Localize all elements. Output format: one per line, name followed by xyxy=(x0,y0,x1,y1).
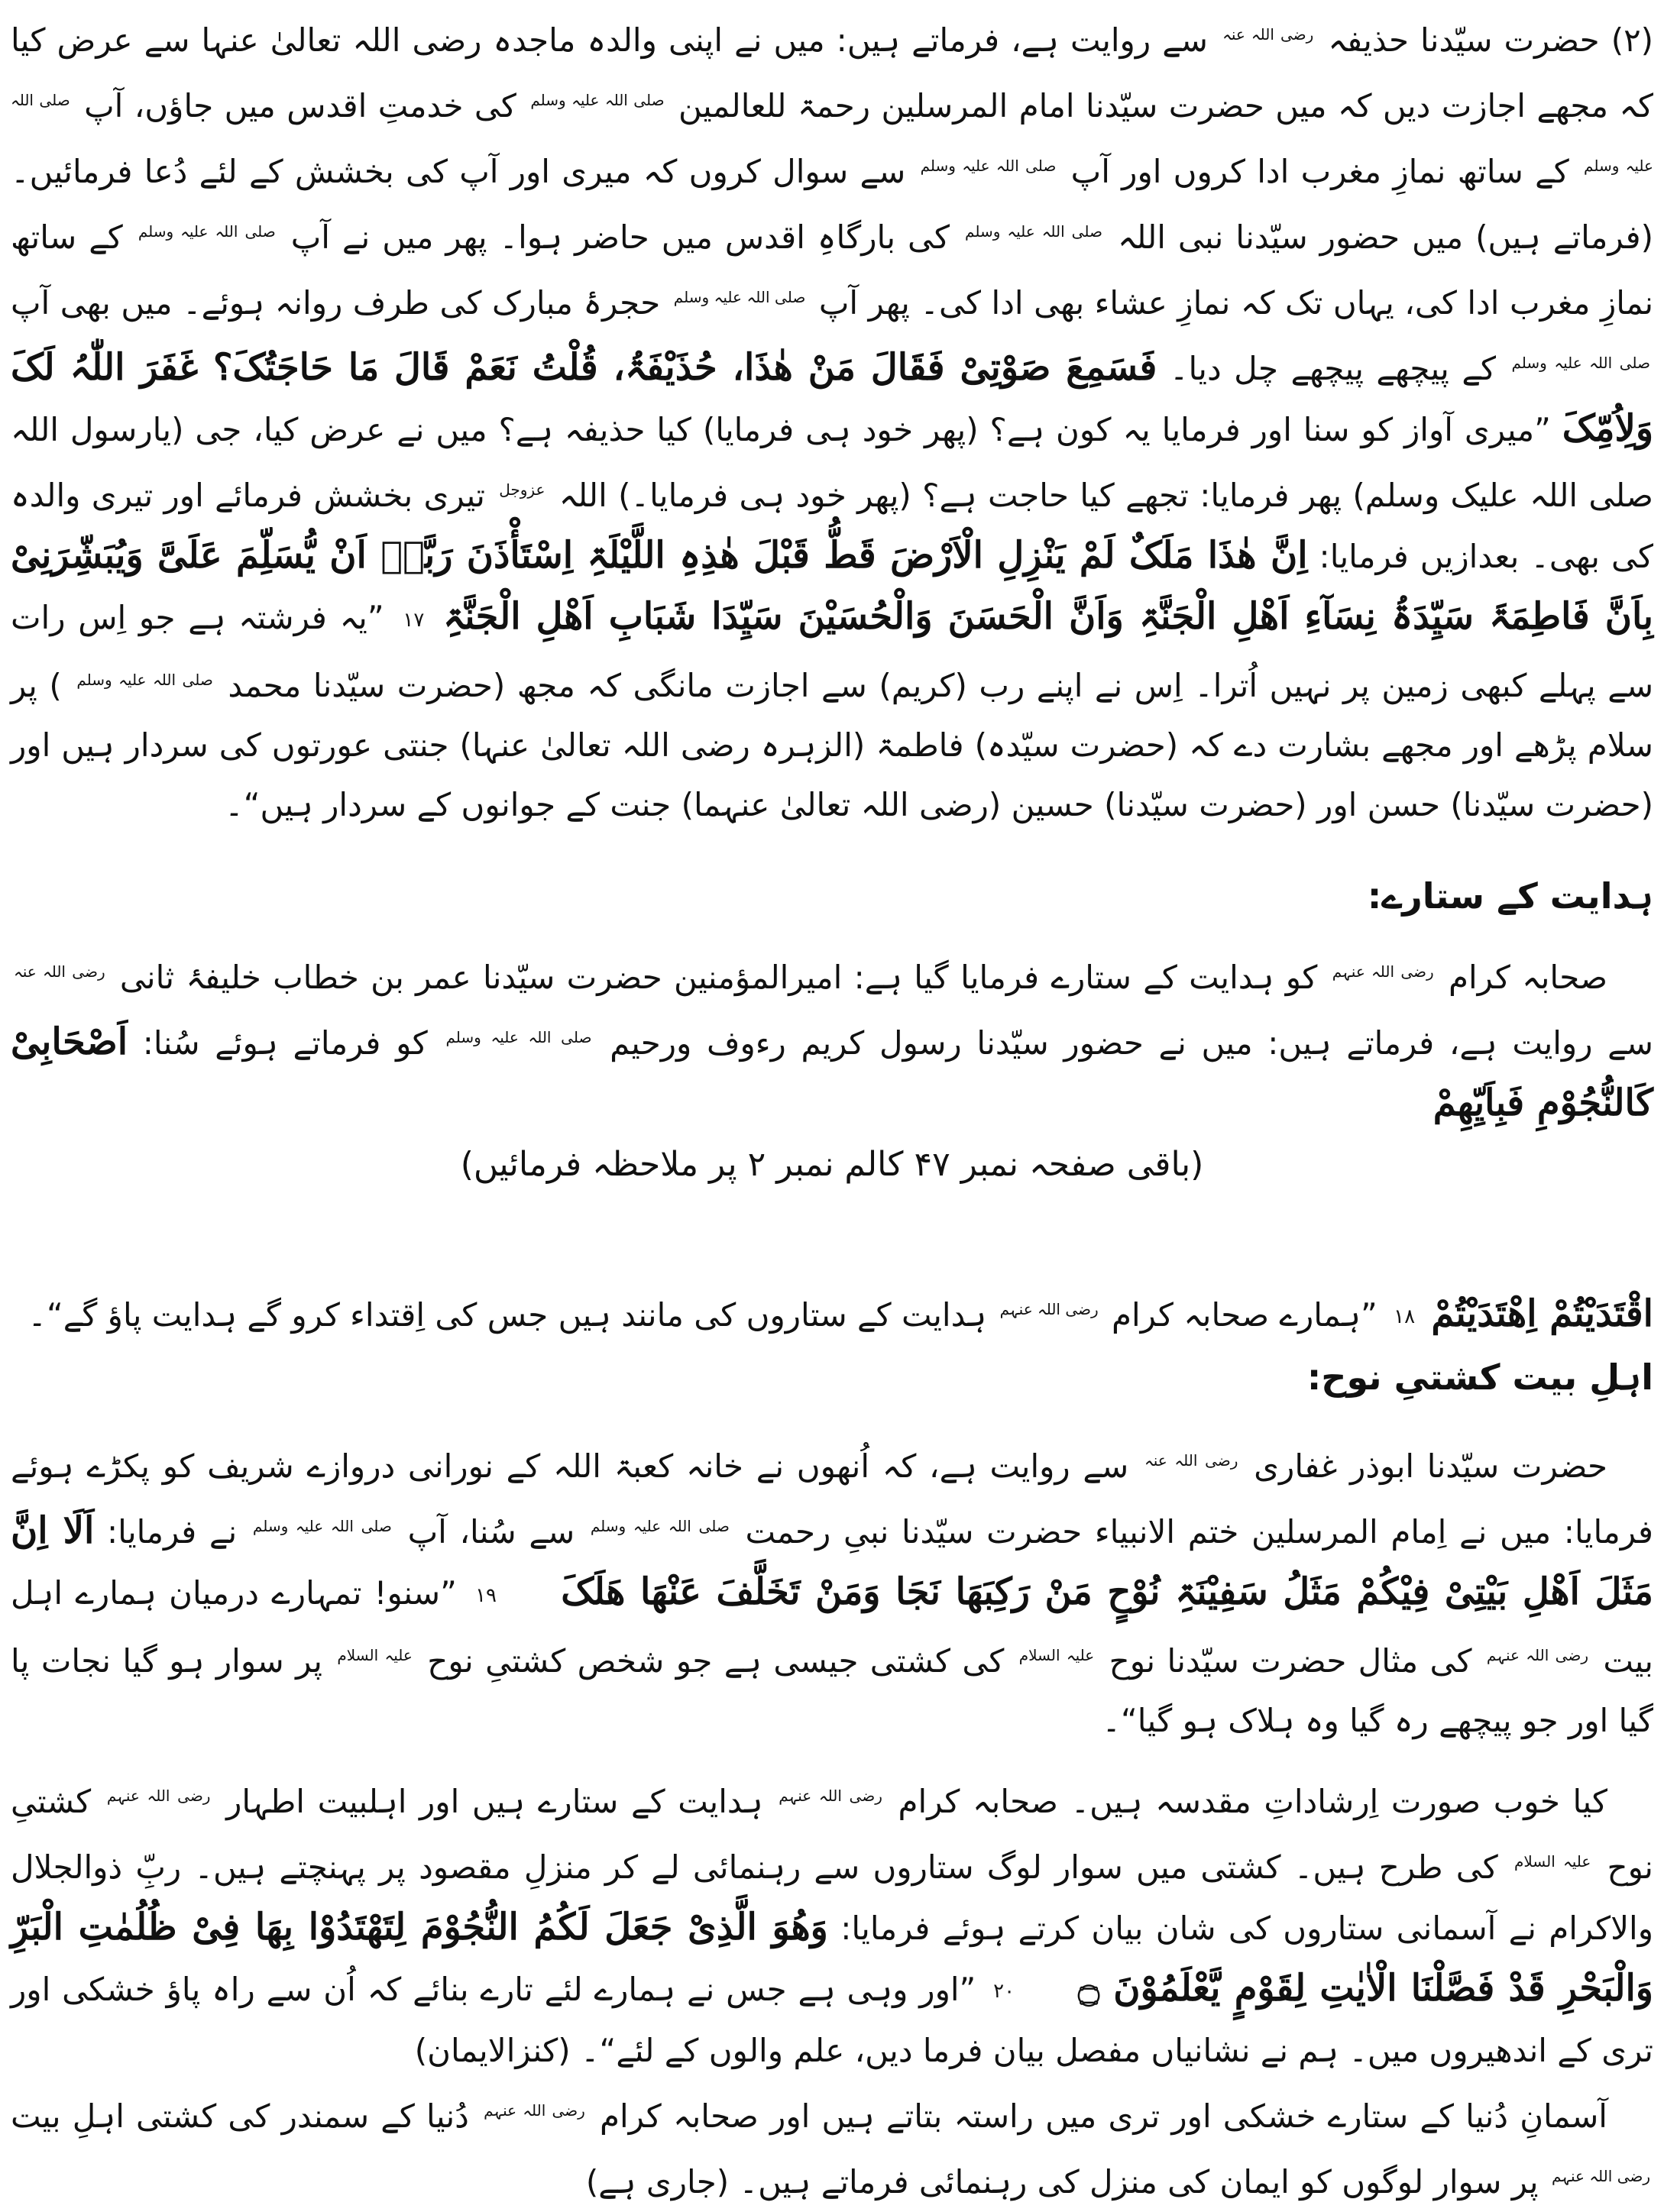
section-heading-hidayat: ہدایت کے ستارے: xyxy=(1367,875,1653,917)
honorific-ra-icon: رضی اللہ عنہ xyxy=(1144,1451,1238,1470)
footnote-marker[interactable]: ۱۸ xyxy=(1394,1305,1416,1328)
honorific-saw-icon: صلی اللہ علیہ وسلم xyxy=(252,1517,392,1535)
continued-on-page-note: (باقی صفحہ نمبر ۴۷ کالم نمبر ۲ پر ملاحظہ فرمائیں) xyxy=(460,1144,1204,1184)
honorific-rahum-icon: رضی اللہ عنہم xyxy=(1486,1645,1588,1664)
honorific-saw-icon: صلی اللہ علیہ وسلم xyxy=(965,222,1102,241)
arabic-quote: اقْتَدَیْتُمْ اِھْتَدَیْتُمْ xyxy=(1431,1292,1653,1335)
honorific-ra-icon: رضی اللہ عنہ xyxy=(14,962,105,981)
arabic-quote: اَصْحَابِیْ کَالنُّجُوْمِ فَبِاَیِّھِمْ xyxy=(11,1020,1653,1124)
honorific-as-icon: علیہ السلام xyxy=(1513,1851,1591,1871)
honorific-rahum-icon: رضی اللہ عنہم xyxy=(1551,2167,1650,2185)
honorific-saw-icon: صلی اللہ علیہ وسلم xyxy=(11,91,1653,175)
honorific-saw-icon: صلی اللہ علیہ وسلم xyxy=(76,670,213,689)
arabic-quote: اِنَّ ھٰذَا مَلَکٌ لَمْ یَنْزِلِ الْاَرْضَ قَطُّ قَبْلَ ھٰذِہِ اللَّیْلَۃِ اِسْتَأْذَنَ رَبَّہٗ اَنْ یُّسَلِّمَ عَلَیَّ وَیُبَشِّرَنِیْ بِاَنَّ فَاطِمَۃَ سَیِّدَۃُ نِسَآءِ اَھْلِ الْجَنَّۃِ وَاَنَّ الْحَسَنَ وَالْحُسَیْنَ سَیِّدَا شَبَابِ اَھْلِ الْجَنَّۃِ xyxy=(11,534,1654,638)
honorific-saw-icon: صلی اللہ علیہ وسلم xyxy=(920,157,1057,175)
arabic-quote: فَسَمِعَ صَوْتِیْ فَقَالَ مَنْ ھٰذَا، حُذَیْفَۃُ، قُلْتُ نَعَمْ قَالَ مَا حَاجَتُکَ؟ غَفَرَ اللّٰہُ لَکَ وَلِاُمِّکَ xyxy=(11,346,1653,450)
honorific-as-icon: علیہ السلام xyxy=(1018,1645,1095,1664)
section-heading-ahlebait: اہلِ بیت کشتیِ نوح: xyxy=(1306,1357,1653,1398)
paragraph-continuation: اقْتَدَیْتُمْ اِھْتَدَیْتُمْ ۱۸ ”ہمارے صحابہ کرام $^{رضی اللہ عنہم}$ ہدایت کے ستاروں کی مانند ہیں جس کی اِقتداء کرو گے ہدایت پاؤ گے“۔ xyxy=(11,1279,1653,1347)
honorific-as-icon: علیہ السلام xyxy=(337,1645,413,1664)
honorific-saw-icon: صلی اللہ علیہ وسلم xyxy=(1511,354,1650,372)
honorific-azz-icon: عزوجل xyxy=(499,480,545,499)
honorific-saw-icon: صلی اللہ علیہ وسلم xyxy=(138,222,276,241)
footnote-marker[interactable]: ۲۰ xyxy=(993,1980,1015,2003)
footnote-marker[interactable]: ۱۷ xyxy=(403,608,425,632)
hadith-paragraph-huzaifa: (۲) حضرت سیّدنا حذیفہ $^{رضی اللہ عنہ}$ سے روایت ہے، فرماتے ہیں: میں نے اپنی والدہ ماجدہ رضی اللہ تعالیٰ عنہا سے عرض کیا کہ مجھے اجازت دیں کہ میں حضرت سیّدنا امام المرسلین رحمۃ للعالمین $^{صلی اللہ علیہ وسلم}$ کی خدمتِ اقدس میں جاؤں، آپ $^{صلی اللہ علیہ وسلم}$ کے ساتھ نمازِ مغرب ادا کروں اور آپ $^{صلی اللہ علیہ وسلم}$ سے سوال کروں کہ میری اور آپ کی بخشش کے لئے دُعا فرمائیں۔ (فرماتے ہیں) میں حضور سیّدنا نبی اللہ $^{صلی اللہ علیہ وسلم}$ کی بارگاہِ اقدس میں حاضر ہوا۔ پھر میں نے آپ $^{صلی اللہ علیہ وسلم}$ کے ساتھ نمازِ مغرب ادا کی، یہاں تک کہ نمازِ عشاء بھی ادا کی۔ پھر آپ $^{صلی اللہ علیہ وسلم}$ حجرۂ مبارک کی طرف روانہ ہوئے۔ میں بھی آپ $^{صلی اللہ علیہ وسلم}$ کے پیچھے پیچھے چل دیا۔ فَسَمِعَ صَوْتِیْ فَقَالَ مَنْ ھٰذَا، حُذَیْفَۃُ، قُلْتُ نَعَمْ قَالَ مَا حَاجَتُکَ؟ غَفَرَ اللّٰہُ لَکَ وَلِاُمِّکَ ”میری آواز کو سنا اور فرمایا یہ کون ہے؟ (پھر خود ہی فرمایا) کیا حذیفہ ہے؟ میں نے عرض کیا، جی (یارسول اللہ صلی اللہ علیک وسلم) پھر فرمایا: تجھے کیا حاجت ہے؟ (پھر خود ہی فرمایا۔) اللہ $^{عزوجل}$ تیری بخشش فرمائے اور تیری والدہ کی بھی۔ بعدازیں فرمایا: اِنَّ ھٰذَا مَلَکٌ لَمْ یَنْزِلِ الْاَرْضَ قَطُّ قَبْلَ ھٰذِہِ اللَّیْلَۃِ اِسْتَأْذَنَ رَبَّہٗ اَنْ یُّسَلِّمَ عَلَیَّ وَیُبَشِّرَنِیْ بِاَنَّ فَاطِمَۃَ سَیِّدَۃُ نِسَآءِ اَھْلِ الْجَنَّۃِ وَاَنَّ الْحَسَنَ وَالْحُسَیْنَ سَیِّدَا شَبَابِ اَھْلِ الْجَنَّۃِ ۱۷ ”یہ فرشتہ ہے جو اِس رات سے پہلے کبھی زمین پر نہیں اُترا۔ اِس نے اپنے رب (کریم) سے اجازت مانگی کہ مجھ (حضرت سیّدنا محمد $^{صلی اللہ علیہ وسلم}$ ) پر سلام پڑھے اور مجھے بشارت دے کہ (حضرت سیّدہ) فاطمۃ (الزہرہ رضی اللہ تعالیٰ عنہا) جنتی عورتوں کی سردار ہیں اور (حضرت سیّدنا) حسن اور (حضرت سیّدنا) حسین (رضی اللہ تعالیٰ عنہما) جنت کے جوانوں کے سردار ہیں“۔ xyxy=(11,21,1654,823)
honorific-saw-icon: صلی اللہ علیہ وسلم xyxy=(673,288,806,306)
honorific-saw-icon: صلی اللہ علیہ وسلم xyxy=(530,91,665,109)
footnote-marker[interactable]: ۱۹ xyxy=(475,1583,497,1607)
paragraph-number: (۲) xyxy=(1611,21,1654,59)
quran-verse: وَھُوَ الَّذِیْ جَعَلَ لَکُمُ النُّجُوْمَ لِتَھْتَدُوْا بِھَا فِیْ ظُلُمٰتِ الْبَرِّ وَالْبَحْرِ قَدْ فَصَّلْنَا الْاٰیٰتِ لِقَوْمٍ یَّعْلَمُوْنَ ۝ xyxy=(11,1905,1653,2010)
arabic-quote: اَلَا اِنَّ مَثَلَ اَھْلِ بَیْتِیْ فِیْکُمْ مَثَلُ سَفِیْنَۃِ نُوْحٍ مَنْ رَکِبَھَا نَجَا وَمَنْ تَخَلَّفَ عَنْھَا ھَلَکَ xyxy=(11,1509,1653,1613)
honorific-saw-icon: صلی اللہ علیہ وسلم xyxy=(445,1027,592,1046)
honorific-rahum-icon: رضی اللہ عنہم xyxy=(999,1299,1099,1318)
honorific-saw-icon: صلی اللہ علیہ وسلم xyxy=(590,1517,730,1535)
paragraph-conclusion: آسمانِ دُنیا کے ستارے خشکی اور تری میں راستہ بتاتے ہیں اور صحابہ کرام $^{رضی اللہ عنہم}$ دُنیا کے سمندر کی کشتی اہلِ بیت $^{رضی اللہ عنہم}$ پر سوار لوگوں کو ایمان کی منزل کی رہنمائی فرماتے ہیں۔ (جاری ہے) xyxy=(11,2097,1650,2201)
to-be-continued-note: (جاری ہے) xyxy=(585,2163,730,2201)
honorific-rahum-icon: رضی اللہ عنہم xyxy=(484,2101,585,2120)
paragraph-commentary: کیا خوب صورت اِرشاداتِ مقدسہ ہیں۔ صحابہ کرام $^{رضی اللہ عنہم}$ ہدایت کے ستارے ہیں اور اہلبیت اطہار $^{رضی اللہ عنہم}$ کشتیِ نوح $^{علیہ السلام}$ کی طرح ہیں۔ کشتی میں سوار لوگ ستاروں سے رہنمائی لے کر منزلِ مقصود پر پہنچتے ہیں۔ ربِّ ذوالجلال والاکرام نے آسمانی ستاروں کی شان بیان کرتے ہوئے فرمایا: وَھُوَ الَّذِیْ جَعَلَ لَکُمُ النُّجُوْمَ لِتَھْتَدُوْا بِھَا فِیْ ظُلُمٰتِ الْبَرِّ وَالْبَحْرِ قَدْ فَصَّلْنَا الْاٰیٰتِ لِقَوْمٍ یَّعْلَمُوْنَ ۝ ۲۰ ”اور وہی ہے جس نے ہمارے لئے تارے بنائے کہ اُن سے راہ پاؤ خشکی اور تری کے اندھیروں میں۔ ہم نے نشانیاں مفصل بیان فرما دیں، علم والوں کے لئے“۔ (کنزالایمان) xyxy=(11,1782,1654,2069)
paragraph-sahaba-stars: صحابہ کرام $^{رضی اللہ عنہم}$ کو ہدایت کے ستارے فرمایا گیا ہے: امیرالمؤمنین حضرت سیّدنا عمر بن خطاب خلیفۂ ثانی $^{رضی اللہ عنہ}$ سے روایت ہے، فرماتے ہیں: میں نے حضور سیّدنا رسول کریم رءوف ورحیم $^{صلی اللہ علیہ وسلم}$ کو فرماتے ہوئے سُنا: اَصْحَابِیْ کَالنُّجُوْمِ فَبِاَیِّھِمْ xyxy=(11,958,1653,1124)
honorific-rahum-icon: رضی اللہ عنہم xyxy=(779,1786,882,1805)
paragraph-abuzar: حضرت سیّدنا ابوذر غفاری $^{رضی اللہ عنہ}$ سے روایت ہے، کہ اُنھوں نے خانہ کعبۃ اللہ کے نورانی دروازے شریف کو پکڑے ہوئے فرمایا: میں نے اِمام المرسلین ختم الانبیاء حضرت سیّدنا نبیِ رحمت $^{صلی اللہ علیہ وسلم}$ سے سُنا، آپ $^{صلی اللہ علیہ وسلم}$ نے فرمایا: اَلَا اِنَّ مَثَلَ اَھْلِ بَیْتِیْ فِیْکُمْ مَثَلُ سَفِیْنَۃِ نُوْحٍ مَنْ رَکِبَھَا نَجَا وَمَنْ تَخَلَّفَ عَنْھَا ھَلَکَ ۱۹ ”سنو! تمہارے درمیان ہمارے اہل بیت $^{رضی اللہ عنہم}$ کی مثال حضرت سیّدنا نوح $^{علیہ السلام}$ کی کشتی جیسی ہے جو شخص کشتیِ نوح $^{علیہ السلام}$ پر سوار ہو گیا نجات پا گیا اور جو پیچھے رہ گیا وہ ہلاک ہو گیا“۔ xyxy=(11,1447,1653,1739)
honorific-rahum-icon: رضی اللہ عنہم xyxy=(106,1786,211,1805)
honorific-ra-icon: رضی اللہ عنہ xyxy=(1222,25,1314,44)
honorific-rahum-icon: رضی اللہ عنہم xyxy=(1332,962,1434,981)
